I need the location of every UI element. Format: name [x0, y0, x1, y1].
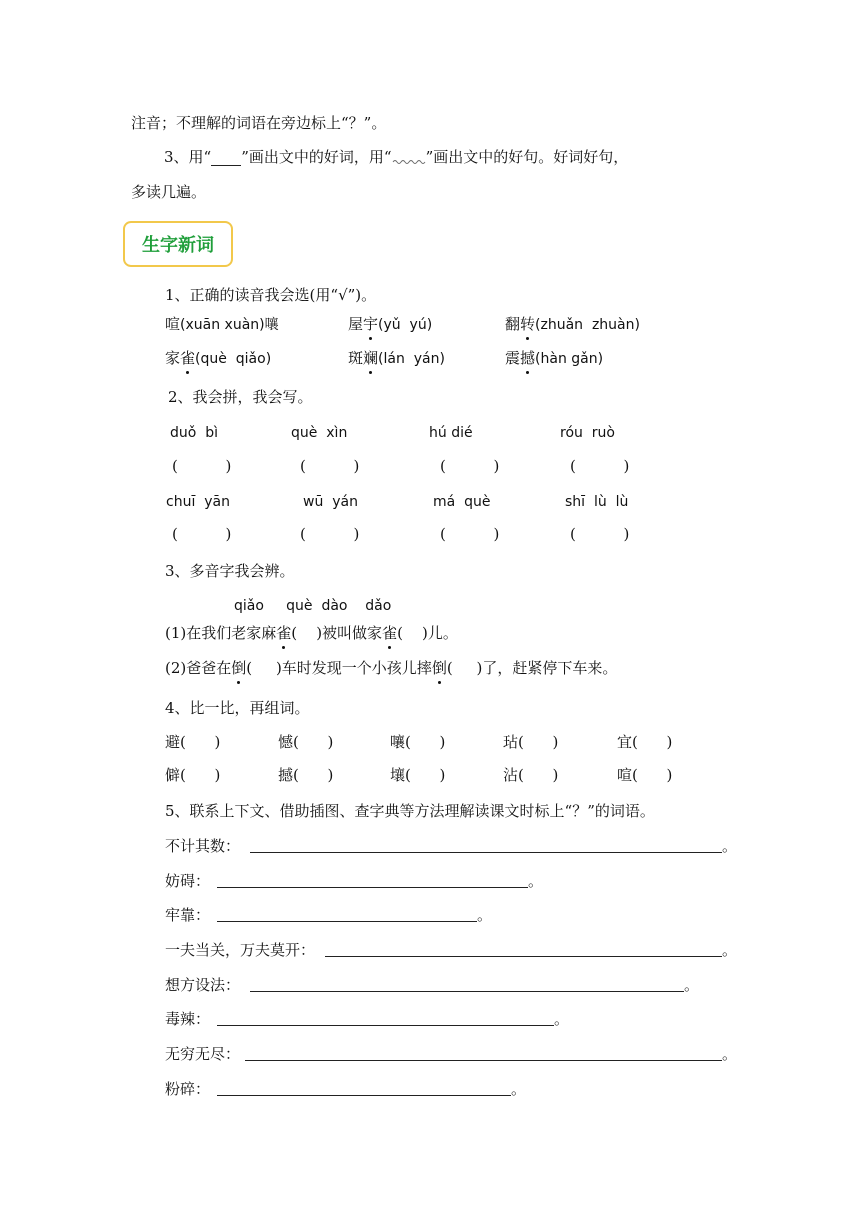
q1-item-6-dotted: 撼 — [520, 349, 536, 367]
q1-title: 1、正确的读音我会选(用“√”)。 — [165, 286, 377, 304]
q5-word-3: 牢靠： — [165, 906, 211, 924]
q5-period-6: 。 — [554, 1010, 570, 1028]
q5-answer-line-3[interactable] — [217, 921, 477, 922]
q5-word-8: 粉碎： — [165, 1080, 211, 1098]
q3-sentence-2 — [165, 658, 617, 678]
q5-answer-line-6[interactable] — [217, 1025, 554, 1026]
q1-item-4-pinyin: (què qiǎo) — [195, 351, 272, 367]
q4-word-5[interactable]: 宜( ) — [617, 733, 673, 751]
q1-item-3-dotted: 转 — [520, 315, 536, 333]
q1-item-5-pinyin: (lán yán) — [378, 351, 445, 367]
q4-word-10[interactable]: 喧( ) — [617, 766, 673, 784]
q2-pinyin-2: què xìn — [291, 425, 348, 441]
q1-item-3 — [505, 314, 640, 335]
q4-word-7[interactable]: 撼( ) — [278, 766, 334, 784]
q3-s1-part-a: (1)在我们老家麻 — [165, 624, 277, 642]
q5-answer-line-8[interactable] — [217, 1095, 511, 1096]
q5-period-7: 。 — [722, 1045, 738, 1063]
q3-s2-part-b: ( )车时发现一个小孩儿摔 — [246, 659, 432, 677]
q2-answer-6[interactable]: ( ) — [300, 525, 360, 543]
q3-pinyin: qiǎo què dào dǎo — [234, 598, 392, 614]
q2-pinyin-4: róu ruò — [560, 425, 615, 441]
q5-answer-line-7[interactable] — [245, 1060, 722, 1061]
q3-s2-dotted-1: 倒 — [231, 659, 247, 677]
q2-pinyin-3: hú dié — [429, 425, 473, 441]
q5-word-2: 妨碍： — [165, 872, 211, 890]
q3-s2-part-c: ( )了，赶紧停下车来。 — [446, 659, 618, 677]
q5-period-8: 。 — [511, 1080, 527, 1098]
q2-pinyin-5: chuī yān — [166, 494, 230, 510]
q5-period-3: 。 — [477, 906, 493, 924]
q5-period-4: 。 — [722, 941, 738, 959]
q5-word-7: 无穷无尽： — [165, 1045, 241, 1063]
q1-item-5-pre: 斑 — [348, 349, 364, 367]
q3-sentence-1 — [165, 623, 458, 643]
q1-item-1 — [165, 314, 279, 335]
q4-title: 4、比一比，再组词。 — [165, 699, 310, 717]
intro-line-2 — [164, 147, 628, 167]
q5-period-1: 。 — [722, 837, 738, 855]
q1-item-2-dotted: 宇 — [363, 315, 379, 333]
q3-s1-dotted-2: 雀 — [382, 624, 398, 642]
q1-item-6-pre: 震 — [505, 349, 521, 367]
q1-item-1-pinyin: (xuān xuàn)嚷 — [180, 317, 279, 333]
q1-item-4 — [165, 348, 271, 369]
q2-answer-1[interactable]: ( ) — [172, 457, 232, 475]
q1-item-2-pre: 屋 — [348, 315, 364, 333]
q3-s2-part-a: (2)爸爸在 — [165, 659, 232, 677]
q3-s2-dotted-2: 倒 — [431, 659, 447, 677]
q2-pinyin-8: shī lù lù — [565, 494, 629, 510]
intro-line-2c: ”画出文中的好句。好词好句， — [425, 148, 629, 166]
q1-item-3-pre: 翻 — [505, 315, 521, 333]
q4-word-6[interactable]: 僻( ) — [165, 766, 221, 784]
q2-answer-5[interactable]: ( ) — [172, 525, 232, 543]
q2-pinyin-7: má què — [433, 494, 491, 510]
q2-title: 2、我会拼，我会写。 — [168, 388, 313, 406]
wavy-underline-sample — [392, 151, 426, 165]
q1-item-5 — [348, 348, 445, 369]
q1-item-2-pinyin: (yǔ yú) — [378, 317, 433, 333]
intro-line-2a: 3、用“ — [164, 148, 212, 166]
q2-answer-7[interactable]: ( ) — [440, 525, 500, 543]
intro-line-1: 注音；不理解的词语在旁边标上“？”。 — [131, 114, 387, 132]
q5-period-5: 。 — [684, 976, 700, 994]
section-title: 生字新词 — [142, 235, 214, 256]
q5-answer-line-4[interactable] — [325, 956, 722, 957]
q1-item-2 — [348, 314, 432, 335]
q1-item-4-pre: 家 — [165, 349, 181, 367]
q1-item-1-pre: 喧 — [165, 315, 181, 333]
q4-word-9[interactable]: 沾( ) — [503, 766, 559, 784]
q4-word-2[interactable]: 憾( ) — [278, 733, 334, 751]
q5-period-2: 。 — [528, 872, 544, 890]
q2-answer-8[interactable]: ( ) — [570, 525, 630, 543]
q2-answer-4[interactable]: ( ) — [570, 457, 630, 475]
q5-answer-line-5[interactable] — [250, 991, 684, 992]
q1-item-5-dotted: 斓 — [363, 349, 379, 367]
section-title-box — [123, 221, 233, 267]
q5-title: 5、联系上下文、借助插图、查字典等方法理解读课文时标上“？”的词语。 — [165, 802, 655, 820]
q5-word-6: 毒辣： — [165, 1010, 211, 1028]
q2-pinyin-6: wū yán — [303, 494, 358, 510]
q2-answer-3[interactable]: ( ) — [440, 457, 500, 475]
q4-word-8[interactable]: 壤( ) — [390, 766, 446, 784]
q4-word-3[interactable]: 嚷( ) — [390, 733, 446, 751]
q4-word-1[interactable]: 避( ) — [165, 733, 221, 751]
q1-item-6 — [505, 348, 603, 369]
q3-s1-part-b: ( )被叫做家 — [291, 624, 383, 642]
q2-answer-2[interactable]: ( ) — [300, 457, 360, 475]
q3-title: 3、多音字我会辨。 — [165, 562, 295, 580]
q5-word-5: 想方设法： — [165, 976, 241, 994]
q5-answer-line-1[interactable] — [250, 852, 722, 853]
q1-item-3-pinyin: (zhuǎn zhuàn) — [535, 317, 640, 333]
straight-underline-sample — [211, 151, 241, 166]
q5-answer-line-2[interactable] — [217, 887, 528, 888]
q4-word-4[interactable]: 玷( ) — [503, 733, 559, 751]
intro-line-3: 多读几遍。 — [131, 183, 207, 201]
q3-s1-dotted-1: 雀 — [276, 624, 292, 642]
q3-s1-part-c: ( )儿。 — [397, 624, 458, 642]
q5-word-1: 不计其数： — [165, 837, 241, 855]
q1-item-6-pinyin: (hàn gǎn) — [535, 351, 604, 367]
intro-line-2b: ”画出文中的好词，用“ — [241, 148, 392, 166]
q1-item-4-dotted: 雀 — [180, 349, 196, 367]
q5-word-4: 一夫当关，万夫莫开： — [165, 941, 316, 959]
q2-pinyin-1: duǒ bì — [170, 425, 219, 441]
